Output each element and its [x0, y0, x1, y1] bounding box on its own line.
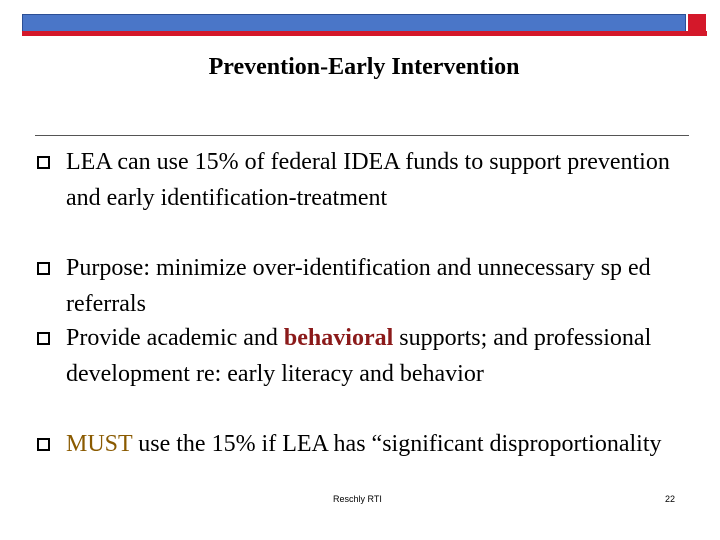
list-item-text: LEA can use 15% of federal IDEA funds to support prevention and early identification-treatment	[66, 149, 670, 211]
list-item-text	[66, 321, 676, 392]
title-divider	[35, 135, 689, 136]
hollow-square-bullet-icon	[37, 438, 50, 451]
list-item-text	[66, 427, 676, 463]
list-item-text: Purpose: minimize over-identification and unnecessary sp ed referrals	[66, 255, 651, 317]
emphasis-behavioral: behavioral	[283, 325, 394, 351]
item-text-post: use the 15% if LEA has “significant disproportionality	[132, 431, 662, 457]
top-decor-red-bar	[22, 31, 707, 36]
top-decor-red-square	[688, 14, 706, 31]
hollow-square-bullet-icon	[37, 332, 50, 345]
page-number: 22	[665, 494, 676, 504]
hollow-square-bullet-icon	[37, 262, 50, 275]
hollow-square-bullet-icon	[37, 156, 50, 169]
footer-source: Reschly RTI	[333, 494, 382, 504]
slide-title: Prevention-Early Intervention	[208, 54, 520, 80]
item-text-post: supports; and professional development re: early literacy and behavior	[66, 325, 652, 387]
item-text-pre: Provide academic and	[66, 325, 284, 351]
emphasis-must: MUST	[66, 431, 133, 457]
